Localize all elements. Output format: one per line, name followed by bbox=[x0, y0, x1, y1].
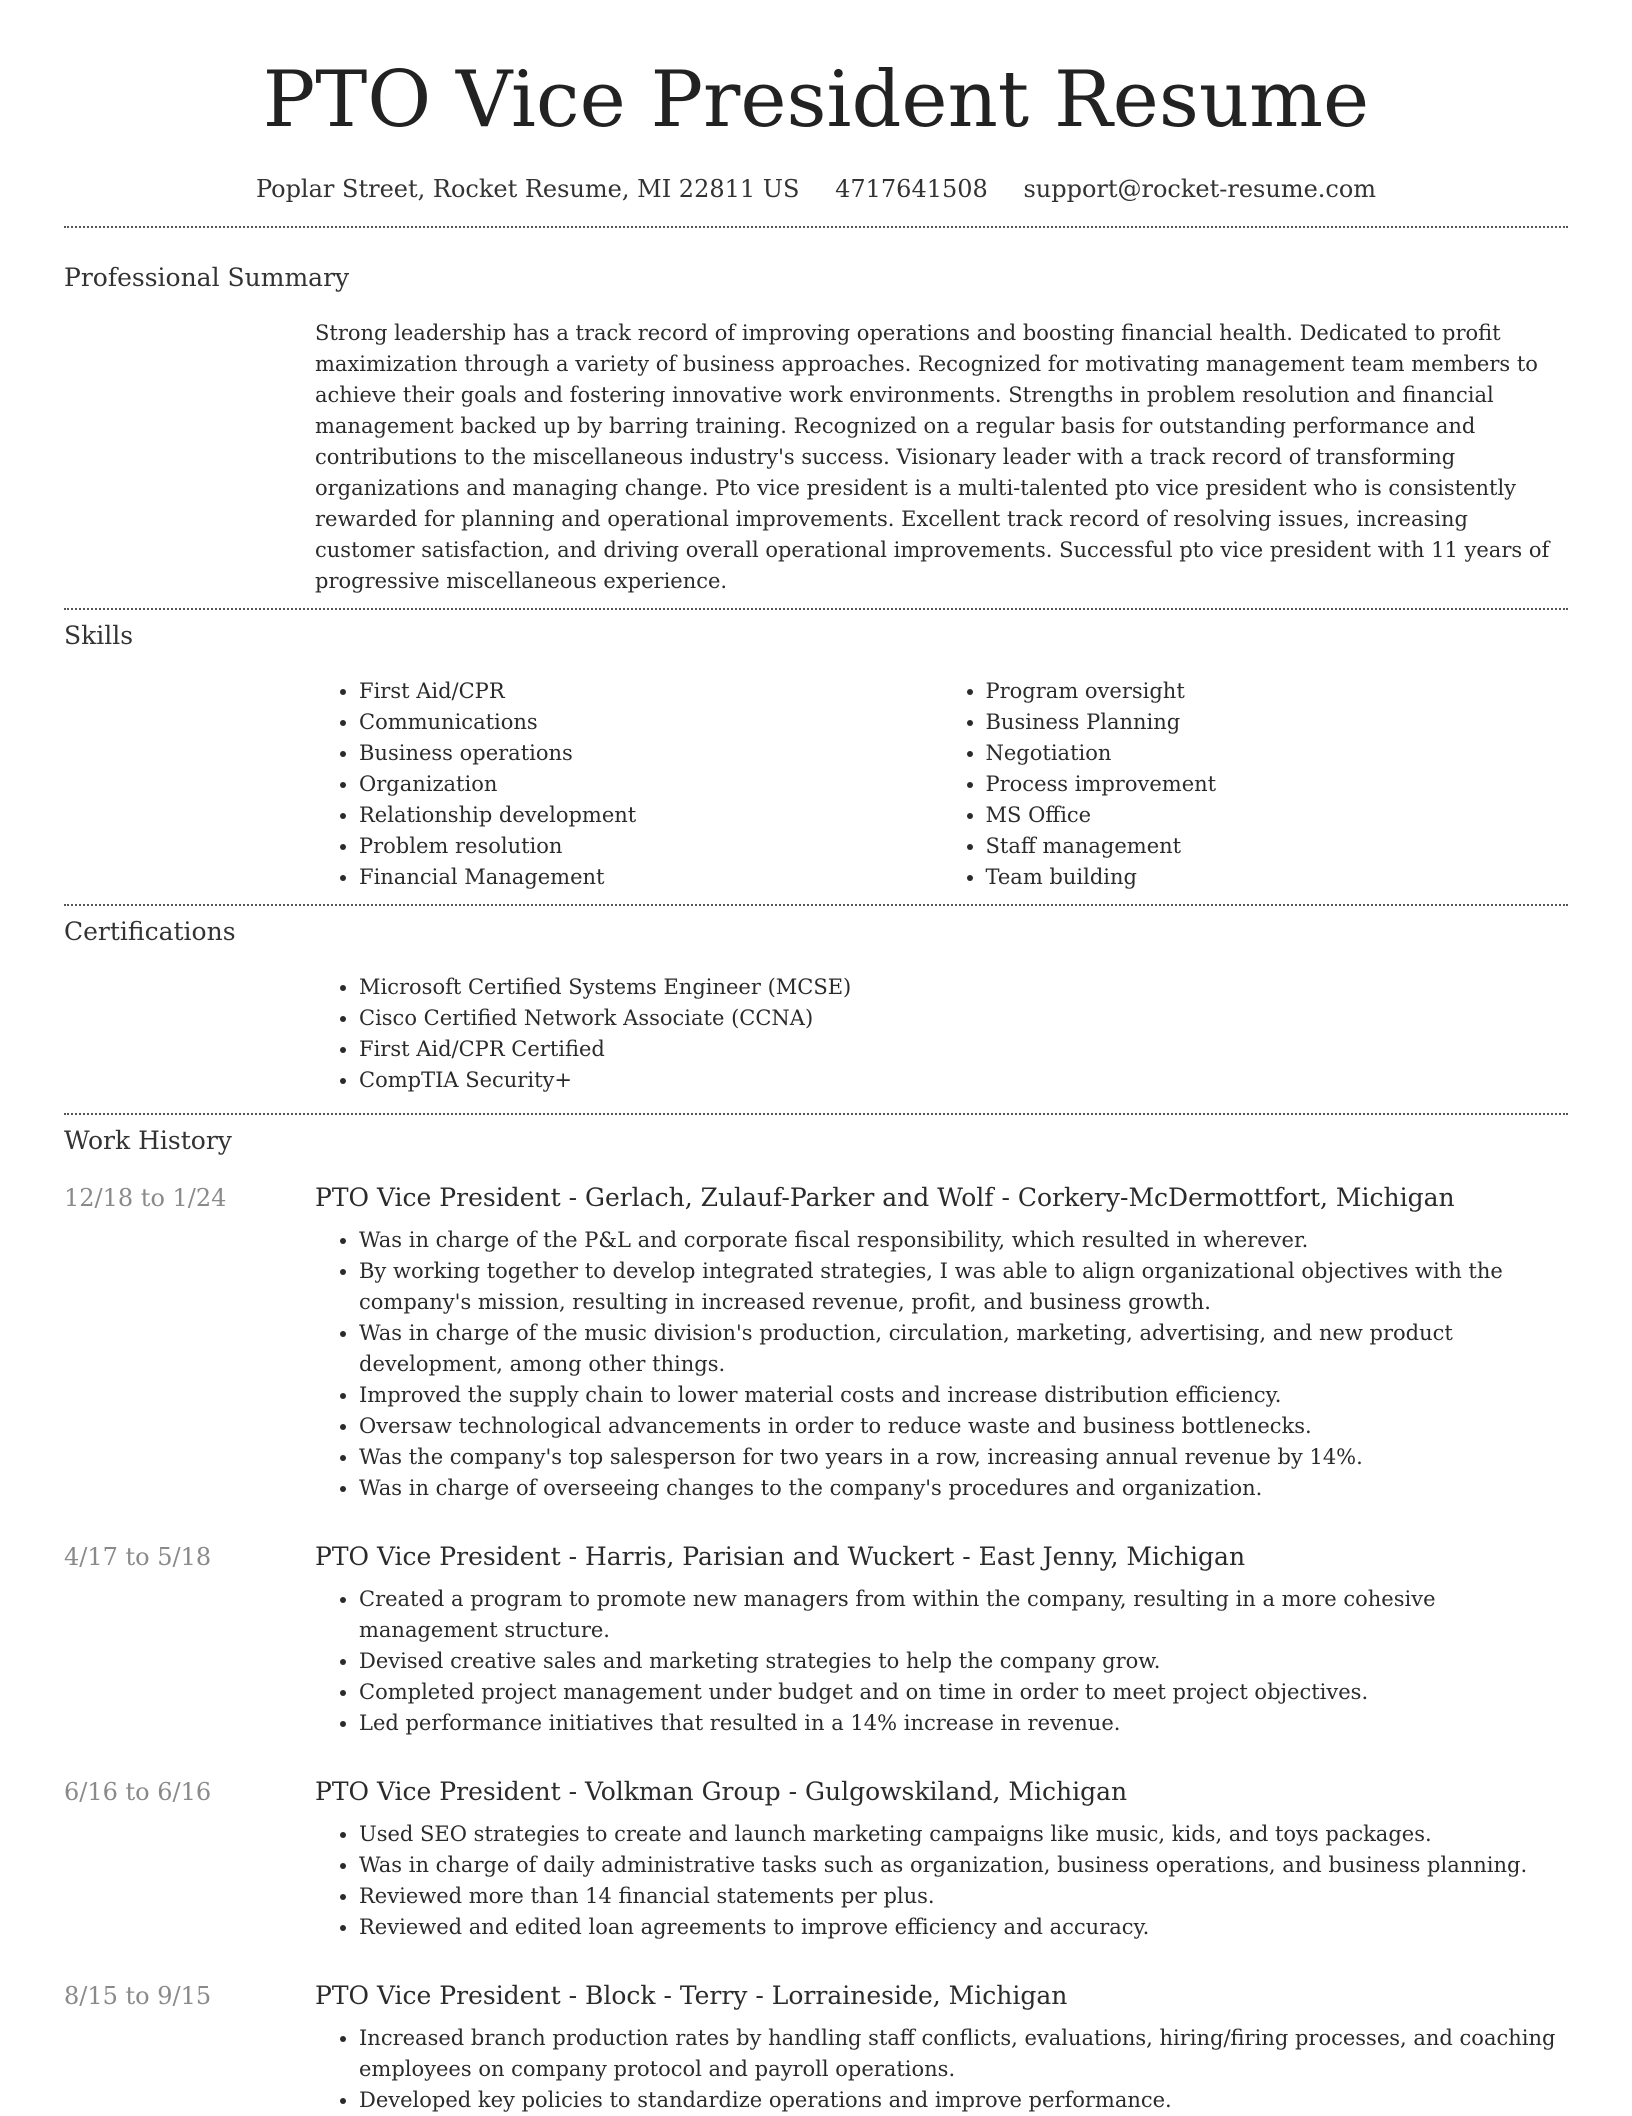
job-title: PTO Vice President - Harris, Parisian and Wuckert - East Jenny, Michigan bbox=[315, 1542, 1246, 1571]
certification-item: • CompTIA Security+ bbox=[359, 1065, 1568, 1096]
certifications-list bbox=[315, 972, 1568, 1096]
job-bullet: • Developed key policies to standardize operations and improve performance. bbox=[359, 2085, 1568, 2116]
skills-title: Skills bbox=[64, 621, 134, 650]
skill-item: • Relationship development bbox=[359, 800, 942, 831]
skill-item: • Communications bbox=[359, 707, 942, 738]
skill-item: • MS Office bbox=[986, 800, 1569, 831]
skill-item: • Team building bbox=[986, 862, 1569, 893]
skill-item: • Financial Management bbox=[359, 862, 942, 893]
certifications-content bbox=[315, 972, 1568, 1096]
summary-content bbox=[315, 318, 1568, 597]
job-bullet: • Was in charge of the music division's production, circulation, marketing, advertising, and new product development, among other things. bbox=[359, 1318, 1568, 1380]
divider bbox=[64, 226, 1568, 228]
skills-section bbox=[64, 621, 1568, 893]
skills-list-left bbox=[315, 676, 942, 893]
work-history-title: Work History bbox=[64, 1126, 232, 1155]
job-bullet: • Oversaw technological advancements in order to reduce waste and business bottlenecks. bbox=[359, 1411, 1568, 1442]
job-bullets bbox=[315, 1225, 1568, 1504]
job-bullet: • Devised creative sales and marketing strategies to help the company grow. bbox=[359, 1646, 1568, 1677]
job-entry bbox=[64, 1981, 1568, 2116]
summary-title: Professional Summary bbox=[64, 263, 350, 292]
skill-item: • Staff management bbox=[986, 831, 1569, 862]
job-bullet: • Improved the supply chain to lower material costs and increase distribution efficiency. bbox=[359, 1380, 1568, 1411]
job-bullet: • By working together to develop integrated strategies, I was able to align organizational objectives with the company's mission, resulting in increased revenue, profit, and business growth. bbox=[359, 1256, 1568, 1318]
skills-list-right bbox=[942, 676, 1569, 893]
job-bullet: • Reviewed and edited loan agreements to improve efficiency and accuracy. bbox=[359, 1912, 1568, 1943]
skill-item: • Process improvement bbox=[986, 769, 1569, 800]
job-entry bbox=[64, 1183, 1568, 1504]
resume-title: PTO Vice President Resume bbox=[262, 55, 1370, 145]
job-title: PTO Vice President - Gerlach, Zulauf-Parker and Wolf - Corkery-McDermottfort, Michigan bbox=[315, 1183, 1455, 1212]
job-bullet: • Was in charge of the P&L and corporate fiscal responsibility, which resulted in wherever. bbox=[359, 1225, 1568, 1256]
contact-address: Poplar Street, Rocket Resume, MI 22811 US bbox=[255, 175, 800, 203]
skill-item: • Negotiation bbox=[986, 738, 1569, 769]
skills-grid bbox=[315, 676, 1568, 893]
job-title: PTO Vice President - Block - Terry - Lorraineside, Michigan bbox=[315, 1981, 1068, 2010]
contact-email: support@rocket-resume.com bbox=[1023, 175, 1377, 203]
divider bbox=[64, 608, 1568, 610]
skill-item: • Business operations bbox=[359, 738, 942, 769]
job-date: 8/15 to 9/15 bbox=[64, 1982, 212, 2010]
job-bullets bbox=[315, 2023, 1568, 2116]
job-bullet: • Completed project management under budget and on time in order to meet project objectives. bbox=[359, 1677, 1568, 1708]
summary-text: Strong leadership has a track record of improving operations and boosting financial health. Dedicated to profit maximization through a variety of business approaches. Recognized for motivating management team members to achieve their goals and fostering innovative work environments. Strengths in problem resolution and financial management backed up by barring training. Recognized on a regular basis for outstanding performance and contributions to the miscellaneous industry's success. Visionary leader with a track record of transforming organizations and managing change. Pto vice president is a multi-talented pto vice president who is consistently rewarded for planning and operational improvements. Excellent track record of resolving issues, increasing customer satisfaction, and driving overall operational improvements. Successful pto vice president with 11 years of progressive miscellaneous experience. bbox=[315, 321, 1550, 593]
summary-section bbox=[64, 263, 1568, 597]
certification-item: • Cisco Certified Network Associate (CCNA) bbox=[359, 1003, 1568, 1034]
certification-item: • First Aid/CPR Certified bbox=[359, 1034, 1568, 1065]
job-bullet: • Was in charge of overseeing changes to the company's procedures and organization. bbox=[359, 1473, 1568, 1504]
divider bbox=[64, 1113, 1568, 1115]
divider bbox=[64, 904, 1568, 906]
work-history-section bbox=[64, 1126, 1568, 2116]
job-date: 6/16 to 6/16 bbox=[64, 1778, 212, 1806]
job-bullet: • Used SEO strategies to create and launch marketing campaigns like music, kids, and toys packages. bbox=[359, 1819, 1568, 1850]
job-entry bbox=[64, 1542, 1568, 1739]
job-bullet: • Led performance initiatives that resulted in a 14% increase in revenue. bbox=[359, 1708, 1568, 1739]
job-bullet: • Reviewed more than 14 financial statements per plus. bbox=[359, 1881, 1568, 1912]
contact-phone: 4717641508 bbox=[835, 175, 988, 203]
job-date: 12/18 to 1/24 bbox=[64, 1184, 227, 1212]
job-bullet: • Created a program to promote new managers from within the company, resulting in a more cohesive management structure. bbox=[359, 1584, 1568, 1646]
skill-item: • Business Planning bbox=[986, 707, 1569, 738]
certification-item: • Microsoft Certified Systems Engineer (MCSE) bbox=[359, 972, 1568, 1003]
resume-header bbox=[64, 0, 1568, 204]
job-bullets bbox=[315, 1819, 1568, 1943]
skill-item: • Problem resolution bbox=[359, 831, 942, 862]
job-title: PTO Vice President - Volkman Group - Gulgowskiland, Michigan bbox=[315, 1777, 1128, 1806]
contact-line bbox=[64, 174, 1568, 204]
job-date: 4/17 to 5/18 bbox=[64, 1543, 212, 1571]
skill-item: • Organization bbox=[359, 769, 942, 800]
certifications-section bbox=[64, 917, 1568, 1096]
job-entry bbox=[64, 1777, 1568, 1943]
skill-item: • First Aid/CPR bbox=[359, 676, 942, 707]
job-bullet: • Was the company's top salesperson for two years in a row, increasing annual revenue by 14%. bbox=[359, 1442, 1568, 1473]
resume-page bbox=[64, 0, 1568, 2116]
job-bullet: • Was in charge of daily administrative tasks such as organization, business operations, and business planning. bbox=[359, 1850, 1568, 1881]
skill-item: • Program oversight bbox=[986, 676, 1569, 707]
certifications-title: Certifications bbox=[64, 917, 236, 946]
job-bullet: • Increased branch production rates by handling staff conflicts, evaluations, hiring/firing processes, and coaching employees on company protocol and payroll operations. bbox=[359, 2023, 1568, 2085]
job-bullets bbox=[315, 1584, 1568, 1739]
